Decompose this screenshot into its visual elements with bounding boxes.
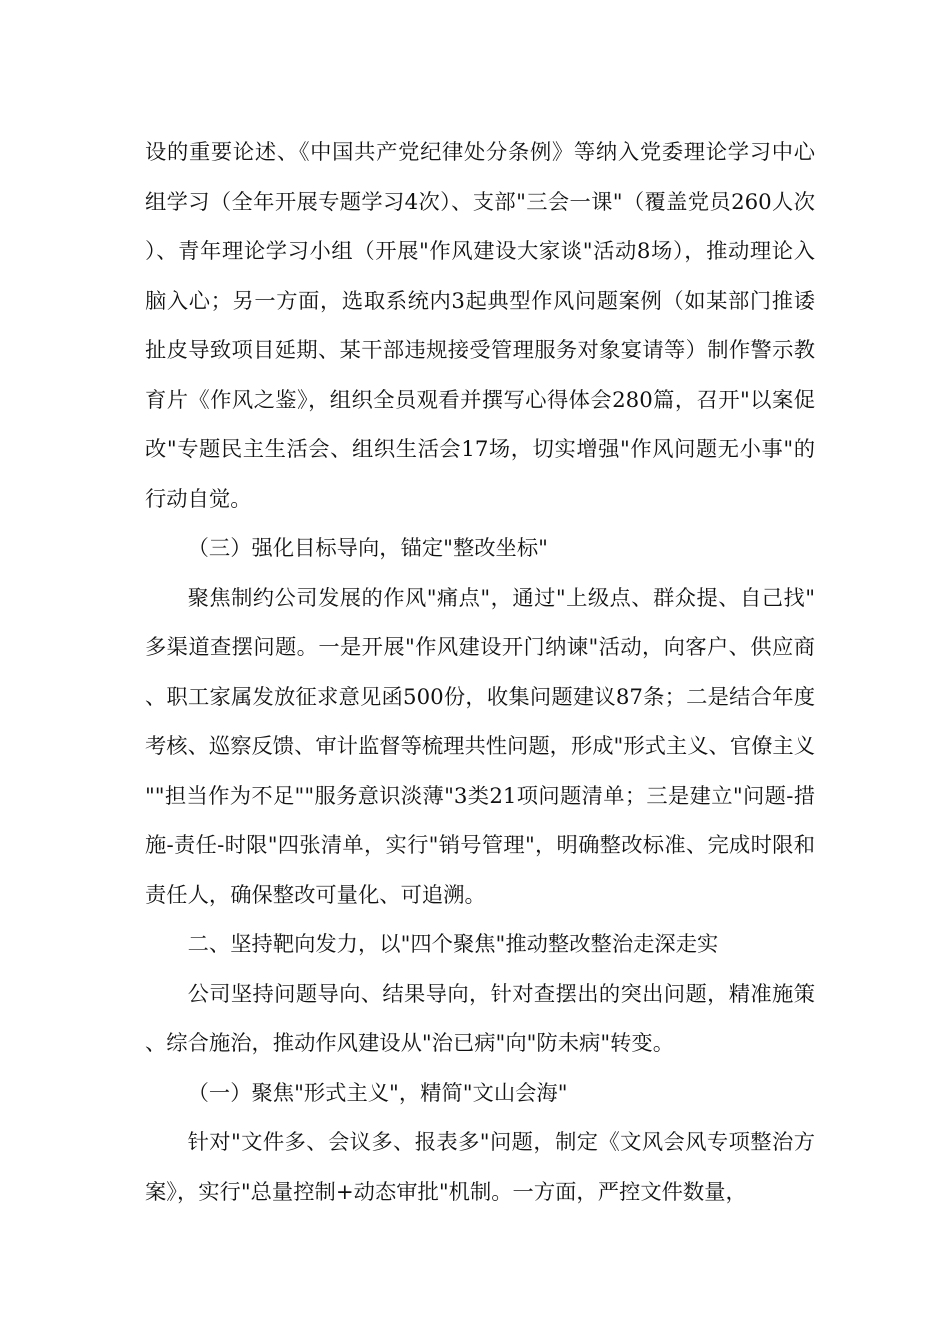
chapter-heading-targeted-efforts: 二、坚持靶向发力，以"四个聚焦"推动整改整治走深走实 <box>187 932 719 957</box>
paragraph-problem-identification: 聚焦制约公司发展的作风"痛点"，通过"上级点、群众提、自己找"多渠道查摆问题。一是开展"作风建设开门纳谏"活动，向客户、供应商、职工家属发放征求意见函500份，收集问题建议87条；二是结合年度考核、巡察反馈、审计监督等梳理共性问题，形成"形式主义、官僚主义""担当作为不足""服务意识淡薄"3类21项问题清单；三是建立"问题-措施-责任-时限"四张清单，实行"销号管理"，明确整改标准、完成时限和责任人，确保整改可量化、可追溯。 <box>145 585 816 908</box>
section-heading-formalism: （一）聚焦"形式主义"，精简"文山会海" <box>187 1080 568 1106</box>
section-heading-target-orientation: （三）强化目标导向，锚定"整改坐标" <box>187 536 548 561</box>
paragraph-problem-orientation: 公司坚持问题导向、结果导向，针对查摆出的突出问题，精准施策、综合施治，推动作风建设从"治已病"向"防未病"转变。 <box>145 981 815 1056</box>
paragraph-theory-study: 设的重要论述、《中国共产党纪律处分条例》等纳入党委理论学习中心组学习（全年开展专题学习4次）、支部"三会一课"（覆盖党员260人次）、青年理论学习小组（开展"作风建设大家谈"活动8场），推动理论入脑入心；另一方面，选取系统内3起典型作风问题案例（如某部门推诿扯皮导致项目延期、某干部违规接受管理服务对象宴请等）制作警示教育片《作风之鉴》，组织全员观看并撰写心得体会280篇，召开"以案促改"专题民主生活会、组织生活会17场，切实增强"作风问题无小事"的行动自觉。 <box>145 140 815 512</box>
document-body <box>145 128 815 1217</box>
paragraph-document-meeting-rectification: 针对"文件多、会议多、报表多"问题，制定《文风会风专项整治方案》，实行"总量控制+动态审批"机制。一方面，严控文件数量， <box>145 1130 815 1205</box>
